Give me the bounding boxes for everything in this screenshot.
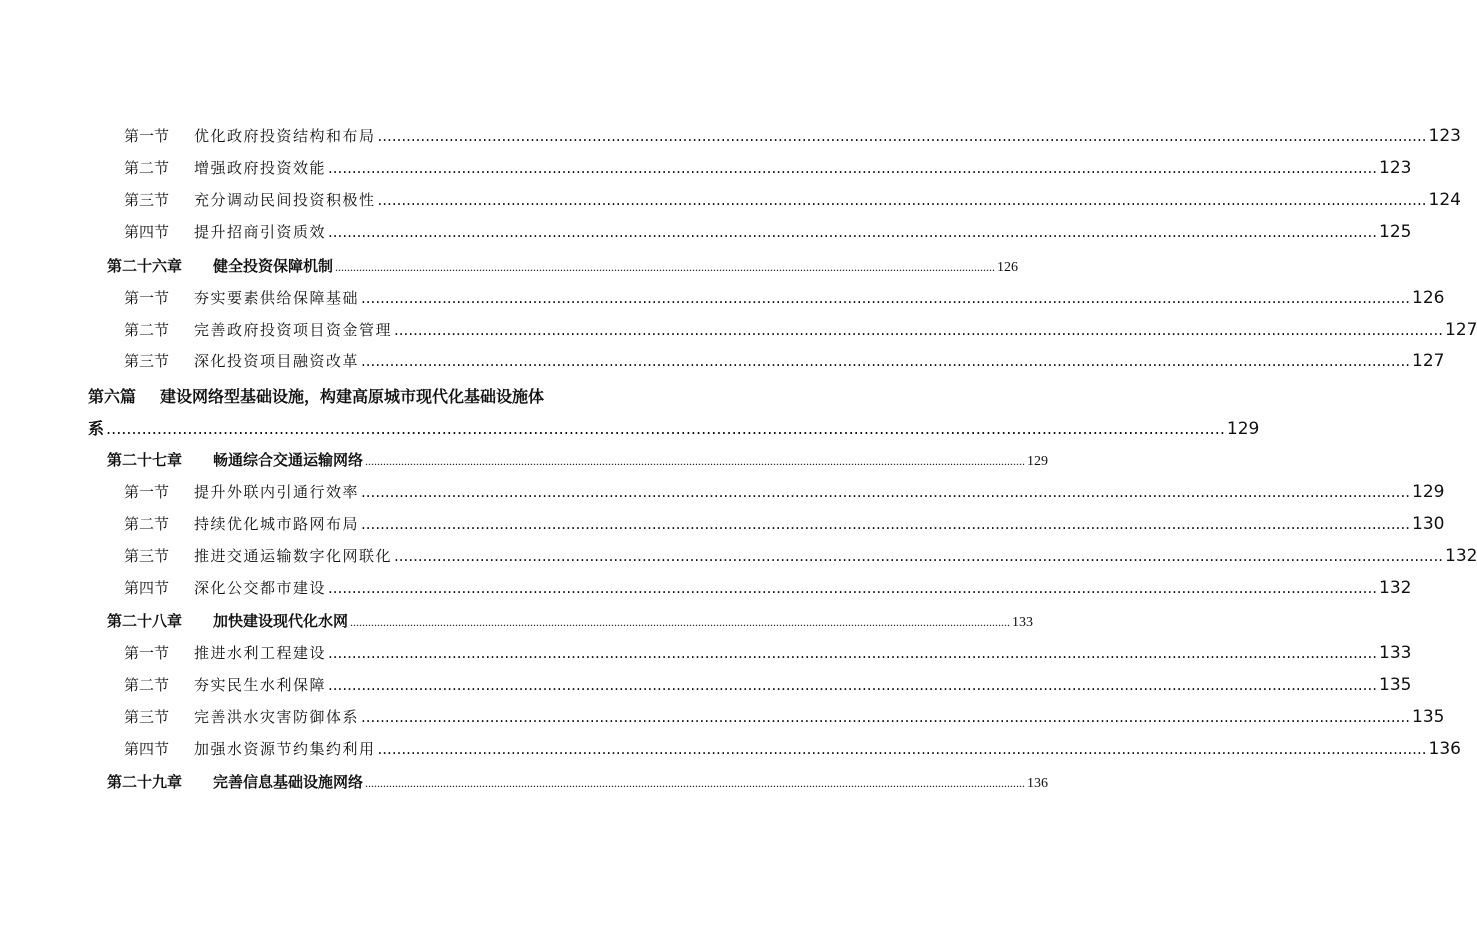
entry-label: 第二节 bbox=[124, 321, 170, 339]
entry-label: 第二节 bbox=[124, 159, 170, 177]
toc-entry[interactable] bbox=[124, 738, 1461, 759]
dot-leader: ............................................................................................................................................................................................................................ bbox=[394, 547, 1443, 565]
dot-leader: ............................................................................................................................................................................................................................ bbox=[361, 352, 1410, 370]
dot-leader: ............................................................................................................................................................................................................................ bbox=[361, 708, 1410, 726]
page-number: 126 bbox=[997, 260, 1019, 275]
entry-title: 持续优化城市路网布局 bbox=[194, 515, 360, 533]
page-number: 133 bbox=[1379, 643, 1412, 663]
part-label: 第六篇 bbox=[88, 387, 137, 406]
page-number: 130 bbox=[1412, 514, 1445, 534]
toc-entry[interactable] bbox=[124, 189, 1461, 210]
page-number: 125 bbox=[1379, 222, 1412, 242]
chapter-label: 第二十六章 bbox=[107, 257, 183, 275]
entry-title: 提升招商引资质效 bbox=[194, 223, 327, 241]
page-number: 129 bbox=[1226, 419, 1260, 439]
chapter-label: 第二十九章 bbox=[107, 773, 183, 791]
page-number: 129 bbox=[1412, 482, 1445, 502]
dot-leader: ............................................................................................................................................................................................................................ bbox=[361, 483, 1410, 501]
entry-label: 第四节 bbox=[124, 579, 170, 597]
chapter-label: 第二十七章 bbox=[107, 451, 183, 469]
entry-title: 完善政府投资项目资金管理 bbox=[194, 321, 393, 339]
toc-entry[interactable] bbox=[124, 350, 1445, 371]
page-number: 132 bbox=[1445, 546, 1477, 566]
entry-title: 推进水利工程建设 bbox=[194, 644, 327, 662]
entry-title: 提升外联内引通行效率 bbox=[194, 483, 360, 501]
entry-label: 第一节 bbox=[124, 483, 170, 501]
entry-title: 推进交通运输数字化网联化 bbox=[194, 547, 393, 565]
entry-label: 第一节 bbox=[124, 127, 170, 145]
entry-title: 增强政府投资效能 bbox=[194, 159, 327, 177]
dot-leader: ............................................................................................................................................................................................................................ bbox=[361, 515, 1410, 533]
dot-leader: ............................................................................................................................................................................................................................ bbox=[377, 740, 1427, 758]
page-number: 132 bbox=[1379, 578, 1412, 598]
toc-chapter-entry[interactable] bbox=[107, 771, 1049, 792]
entry-title: 深化公交都市建设 bbox=[194, 579, 327, 597]
page-number: 127 bbox=[1412, 351, 1445, 371]
toc-part-entry[interactable] bbox=[88, 416, 1260, 439]
dot-leader: ............................................................................................................................................................................................................................ bbox=[328, 223, 1377, 241]
toc-entry[interactable] bbox=[124, 221, 1412, 242]
dot-leader: ............................................................................................................................................................................................................................ bbox=[328, 579, 1377, 597]
chapter-title: 畅通综合交通运输网络 bbox=[213, 451, 364, 469]
entry-title: 充分调动民间投资积极性 bbox=[194, 191, 376, 209]
page-number: 129 bbox=[1027, 454, 1049, 469]
page-number: 136 bbox=[1027, 776, 1049, 791]
entry-label: 第二节 bbox=[124, 676, 170, 694]
entry-title: 夯实民生水利保障 bbox=[194, 676, 327, 694]
part-title-continuation: 系 bbox=[88, 419, 105, 438]
chapter-title: 加快建设现代化水网 bbox=[213, 612, 349, 630]
page-number: 124 bbox=[1428, 190, 1461, 210]
toc-part-heading[interactable] bbox=[88, 384, 584, 407]
entry-label: 第一节 bbox=[124, 644, 170, 662]
chapter-title: 完善信息基础设施网络 bbox=[213, 773, 364, 791]
page-number: 133 bbox=[1012, 615, 1034, 630]
toc-entry[interactable] bbox=[124, 706, 1445, 727]
toc-entry[interactable] bbox=[124, 481, 1445, 502]
dot-leader: ............................................................................................................................................................................................................................ bbox=[365, 454, 1026, 468]
entry-label: 第三节 bbox=[124, 708, 170, 726]
dot-leader: ............................................................................................................................................................................................................................ bbox=[377, 127, 1427, 145]
dot-leader: ............................................................................................................................................................................................................................ bbox=[361, 289, 1410, 307]
toc-entry[interactable] bbox=[124, 157, 1412, 178]
dot-leader: ............................................................................................................................................................................................................................ bbox=[350, 615, 1011, 629]
toc-entry[interactable] bbox=[124, 513, 1445, 534]
chapter-title: 健全投资保障机制 bbox=[213, 257, 334, 275]
toc-chapter-entry[interactable] bbox=[107, 449, 1049, 470]
entry-title: 优化政府投资结构和布局 bbox=[194, 127, 376, 145]
dot-leader: ............................................................................................................................................................................................................................ bbox=[328, 159, 1377, 177]
entry-title: 加强水资源节约集约利用 bbox=[194, 740, 376, 758]
entry-label: 第四节 bbox=[124, 740, 170, 758]
toc-entry[interactable] bbox=[124, 577, 1412, 598]
page-number: 135 bbox=[1412, 707, 1445, 727]
toc-entry[interactable] bbox=[124, 674, 1412, 695]
dot-leader: ............................................................................................................................................................................................................................ bbox=[106, 419, 1225, 438]
part-title: 建设网络型基础设施，构建高原城市现代化基础设施体 bbox=[160, 387, 545, 406]
entry-label: 第一节 bbox=[124, 289, 170, 307]
entry-label: 第二节 bbox=[124, 515, 170, 533]
toc-chapter-entry[interactable] bbox=[107, 610, 1034, 631]
entry-title: 夯实要素供给保障基础 bbox=[194, 289, 360, 307]
dot-leader: ............................................................................................................................................................................................................................ bbox=[365, 776, 1026, 790]
toc-entry[interactable] bbox=[124, 642, 1412, 663]
dot-leader: ............................................................................................................................................................................................................................ bbox=[394, 321, 1443, 339]
page-number: 135 bbox=[1379, 675, 1412, 695]
dot-leader: ............................................................................................................................................................................................................................ bbox=[328, 676, 1377, 694]
entry-title: 完善洪水灾害防御体系 bbox=[194, 708, 360, 726]
page-number: 123 bbox=[1428, 126, 1461, 146]
dot-leader: ............................................................................................................................................................................................................................ bbox=[328, 644, 1377, 662]
toc-entry[interactable] bbox=[124, 545, 1477, 566]
toc-entry[interactable] bbox=[124, 319, 1477, 340]
toc-chapter-entry[interactable] bbox=[107, 255, 1019, 276]
page-number: 136 bbox=[1428, 739, 1461, 759]
toc-entry[interactable] bbox=[124, 125, 1461, 146]
page-number: 127 bbox=[1445, 320, 1477, 340]
entry-title: 深化投资项目融资改革 bbox=[194, 352, 360, 370]
entry-label: 第三节 bbox=[124, 547, 170, 565]
toc-entry[interactable] bbox=[124, 287, 1445, 308]
entry-label: 第三节 bbox=[124, 191, 170, 209]
entry-label: 第四节 bbox=[124, 223, 170, 241]
dot-leader: ............................................................................................................................................................................................................................ bbox=[377, 191, 1427, 209]
page-number: 126 bbox=[1412, 288, 1445, 308]
entry-label: 第三节 bbox=[124, 352, 170, 370]
chapter-label: 第二十八章 bbox=[107, 612, 183, 630]
dot-leader: ............................................................................................................................................................................................................................ bbox=[335, 260, 996, 274]
page-number: 123 bbox=[1379, 158, 1412, 178]
